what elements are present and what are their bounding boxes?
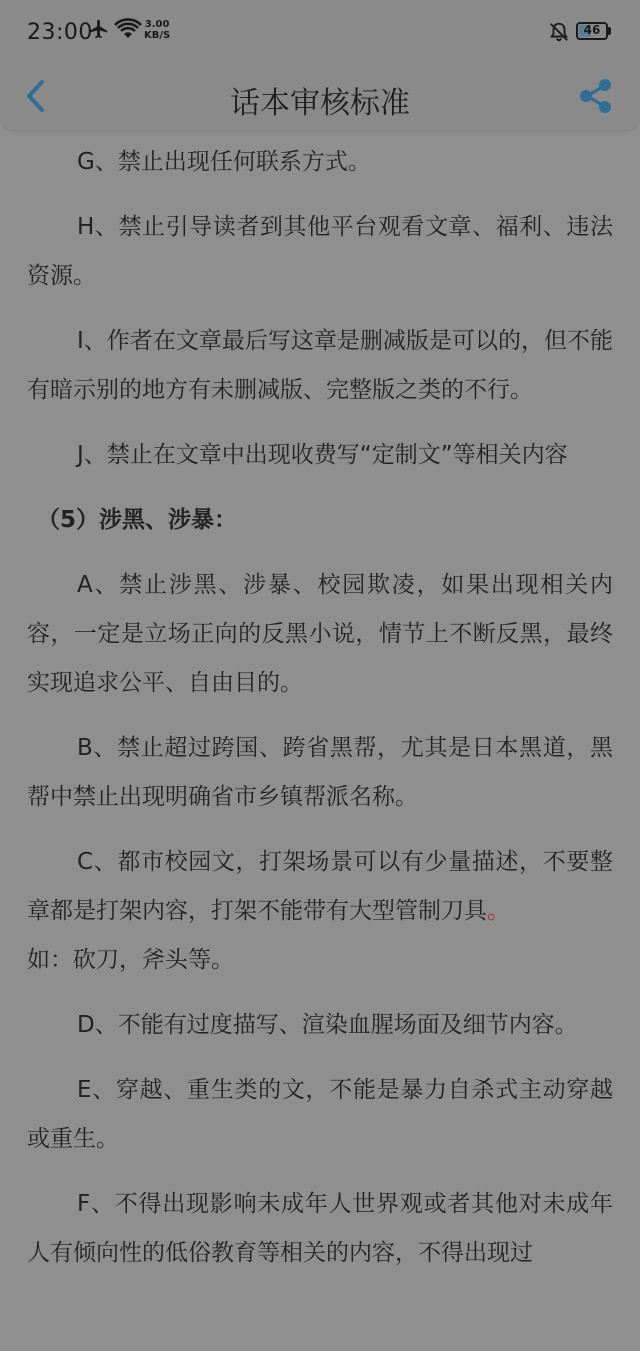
battery-tip xyxy=(608,27,611,35)
section-heading: （5）涉黑、涉暴： xyxy=(37,507,238,533)
status-bar xyxy=(0,0,640,64)
article-paragraph: E、穿越、重生类的文，不能是暴力自杀式主动穿越或重生。 xyxy=(27,1077,613,1152)
status-time: 23:00 xyxy=(27,20,93,45)
paragraph-period: 。 xyxy=(487,898,510,924)
net-speed-indicator xyxy=(144,19,170,41)
airplane-mode-icon xyxy=(88,18,110,44)
article-body xyxy=(27,138,613,1294)
share-button[interactable] xyxy=(578,78,614,114)
article-paragraph: F、不得出现影响未成年人世界观或者其他对未成年人有倾向性的低俗教育等相关的内容，不得出现过 xyxy=(27,1191,613,1266)
paragraph-text-continued: 如：砍刀，斧头等。 xyxy=(27,947,234,973)
wifi-icon xyxy=(114,18,142,46)
share-icon xyxy=(578,78,614,114)
net-speed-unit: KB/S xyxy=(144,30,171,41)
article-paragraph: H、禁止引导读者到其他平台观看文章、福利、违法资源。 xyxy=(27,214,613,289)
article-paragraph: D、不能有过度描写、渲染血腥场面及细节内容。 xyxy=(77,1012,578,1038)
page-title: 话本审核标准 xyxy=(230,86,410,121)
bell-muted-icon xyxy=(548,20,570,48)
battery-level: 46 xyxy=(583,23,601,37)
app-header xyxy=(0,64,640,130)
article-paragraph: G、禁止出现任何联系方式。 xyxy=(77,149,371,175)
net-speed-value: 3.00 xyxy=(144,19,170,30)
article-paragraph: B、禁止超过跨国、跨省黑帮，尤其是日本黑道，黑帮中禁止出现明确省市乡镇帮派名称。 xyxy=(27,735,613,810)
article-paragraph xyxy=(27,838,613,985)
article-paragraph: I、作者在文章最后写这章是删减版是可以的，但不能有暗示别的地方有未删减版、完整版之类的不行。 xyxy=(27,328,613,403)
battery-icon xyxy=(576,22,608,40)
paragraph-text: C、都市校园文，打架场景可以有少量描述，不要整章都是打架内容，打架不能带有大型管制刀具 xyxy=(27,849,613,924)
article-paragraph: A、禁止涉黑、涉暴、校园欺凌，如果出现相关内容，一定是立场正向的反黑小说，情节上不断反黑，最终实现追求公平、自由目的。 xyxy=(27,572,613,696)
article-paragraph: J、禁止在文章中出现收费写“定制文”等相关内容 xyxy=(77,442,568,468)
